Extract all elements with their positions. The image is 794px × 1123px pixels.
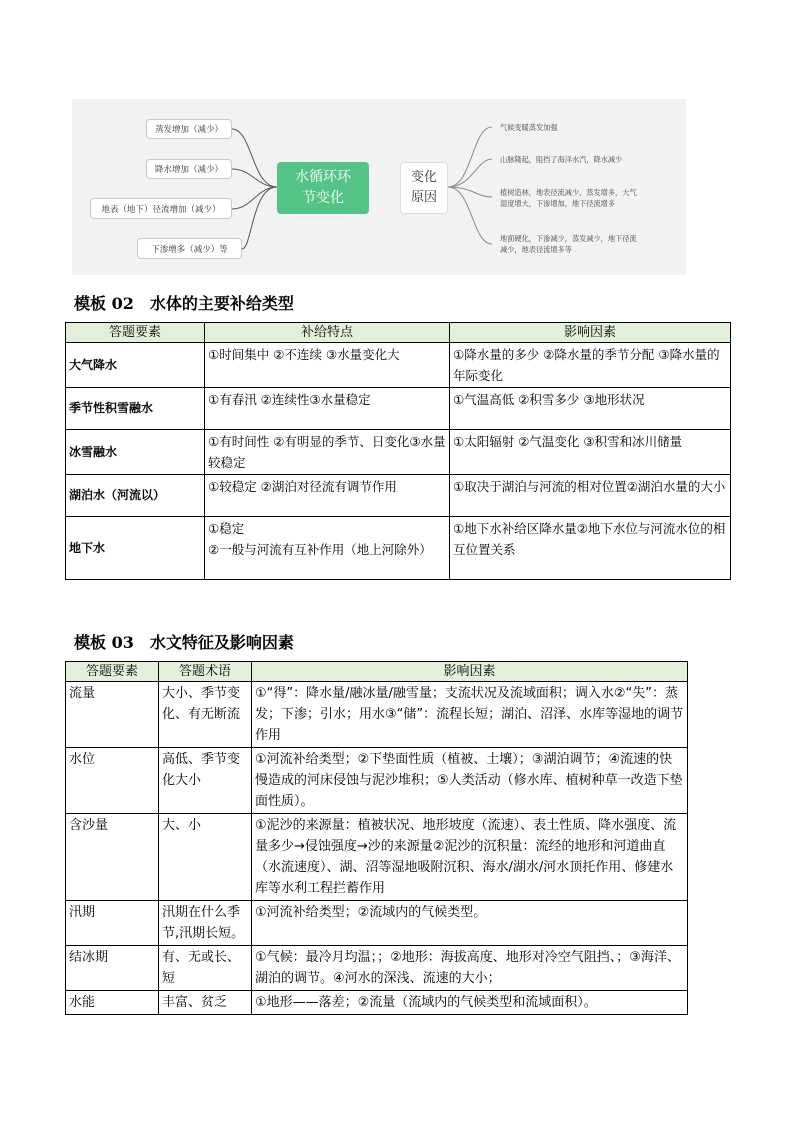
mindmap-right-line: 气候变暖蒸发加强: [500, 123, 558, 132]
mindmap-left-item: 降水增加（减少）: [146, 159, 232, 179]
table-cell: ①气候：最冷月均温；；②地形：海拔高度、地形对冷空气阻挡、；③海洋、湖泊的调节。④河水的深浅、流速的大小；: [252, 946, 688, 991]
table-row: [66, 946, 688, 991]
table-row: [66, 682, 688, 748]
mindmap-right-line: 减少，地表径流增多等: [500, 245, 572, 254]
mindmap-center-line: 节变化: [302, 190, 344, 206]
mindmap-right-line: 湿度增大，下渗增加，地下径流增多: [500, 199, 616, 208]
table-cell: ①地形——落差；②流量（流域内的气候类型和流域面积）。: [252, 991, 688, 1015]
row-header: 流量: [66, 682, 159, 748]
table-cell: 丰富、贫乏: [159, 991, 252, 1015]
row-header: 湖泊水（河流以）: [66, 475, 205, 517]
table-cell: 汛期在什么季节,汛期长短。: [159, 901, 252, 946]
table-row: [66, 388, 731, 430]
table-cell: ①地下水补给区降水量②地下水位与河流水位的相互位置关系: [450, 517, 731, 580]
row-header: 季节性积雪融水: [66, 388, 205, 430]
table-cell: ①河流补给类型；②下垫面性质（植被、土壤）；③湖泊调节；④流速的快慢造成的河床侵蚀与泥沙堆积；⑤人类活动（修水库、植树种草一改造下垫面性质）。: [252, 748, 688, 814]
table-row: [66, 991, 688, 1015]
table-cell: ①取决于湖泊与河流的相对位置②湖泊水量的大小: [450, 475, 731, 517]
mindmap-left-item: 蒸发增加（减少）: [146, 119, 232, 139]
table-cell: ①稳定 ②一般与河流有互补作用（地上河除外）: [205, 517, 450, 580]
table-cell: ①时间集中 ②不连续 ③水量变化大: [205, 343, 450, 388]
mindmap-right-line: 地面硬化，下渗减少，蒸发减少，地下径流: [500, 234, 637, 243]
mindmap-left-item: 下渗增多（减少）等: [137, 238, 242, 259]
column-header: 补给特点: [205, 323, 450, 343]
column-header: 影响因素: [252, 662, 688, 682]
row-header: 冰雪融水: [66, 430, 205, 475]
mindmap-center2-line: 原因: [410, 190, 437, 205]
mindmap-left-item: 地表（地下）径流增加（减少）: [90, 198, 232, 219]
row-header: 水能: [66, 991, 159, 1015]
column-header: 影响因素: [450, 323, 731, 343]
table-row: [66, 901, 688, 946]
table-row: [66, 430, 731, 475]
mindmap-right-line: 山脉隆起，阻挡了海洋水汽，降水减少: [500, 155, 623, 164]
table-cell: ①气温高低 ②积雪多少 ③地形状况: [450, 388, 731, 430]
mindmap-center2-line: 变化: [410, 170, 437, 185]
table-row: [66, 517, 731, 580]
table-cell: ①太阳辐射 ②气温变化 ③积雪和冰川储量: [450, 430, 731, 475]
row-header: 水位: [66, 748, 159, 814]
section-title-02: 模板 02 水体的主要补给类型: [74, 294, 294, 313]
mindmap-right-item: [500, 154, 622, 165]
mindmap-right-item: [500, 122, 558, 133]
table-row: [66, 343, 731, 388]
table-cell: ①河流补给类型；②流域内的气候类型。: [252, 901, 688, 946]
table-row: [66, 748, 688, 814]
table-cell: ①泥沙的来源量：植被状况、地形坡度（流速）、表土性质、降水强度、流量多少→侵蚀强度→沙的来源量②泥沙的沉积量：流经的地形和河道曲直（水流速度）、湖、沼等湿地吸附沉积、海水/湖水/河水顶托作用、修建水库等水利工程拦蓄作用: [252, 814, 688, 901]
table-cell: ①较稳定 ②湖泊对径流有调节作用: [205, 475, 450, 517]
mind-map-figure: [72, 99, 686, 275]
row-header: 汛期: [66, 901, 159, 946]
hydrology-table: [65, 661, 688, 1015]
table-cell: 大、小: [159, 814, 252, 901]
section-title-03: 模板 03 水文特征及影响因素: [74, 633, 294, 652]
row-header: 大气降水: [66, 343, 205, 388]
row-header: 结冰期: [66, 946, 159, 991]
table-cell: 高低、季节变化大小: [159, 748, 252, 814]
mindmap-right-item: [500, 233, 637, 255]
table-row: [66, 814, 688, 901]
column-header: 答题要素: [66, 662, 159, 682]
column-header: 答题要素: [66, 323, 205, 343]
table-cell: ①有时间性 ②有明显的季节、日变化③水量较稳定: [205, 430, 450, 475]
table-cell: ①有春汛 ②连续性③水量稳定: [205, 388, 450, 430]
table-cell: ①降水量的多少 ②降水量的季节分配 ③降水量的年际变化: [450, 343, 731, 388]
table-cell: 大小、季节变化、有无断流: [159, 682, 252, 748]
mindmap-right-item: [500, 187, 637, 209]
table-cell: ①“得”：降水量/融冰量/融雪量；支流状况及流域面积；调入水②“失”：蒸发；下渗；引水；用水③“储”：流程长短；湖泊、沼泽、水库等湿地的调节作用: [252, 682, 688, 748]
table-cell: 有、无或长、短: [159, 946, 252, 991]
row-header: 地下水: [66, 517, 205, 580]
mindmap-right-line: 植树造林，地表径流减少，蒸发增多，大气: [500, 188, 637, 197]
table-header-row: [66, 662, 688, 682]
column-header: 答题术语: [159, 662, 252, 682]
row-header: 含沙量: [66, 814, 159, 901]
mindmap-center-line: 水循环环: [295, 169, 351, 185]
table-header-row: [66, 323, 731, 343]
mindmap-center-causes: [400, 162, 448, 214]
table-row: [66, 475, 731, 517]
mindmap-center-water-cycle: [277, 162, 369, 214]
supply-types-table: [65, 322, 731, 580]
